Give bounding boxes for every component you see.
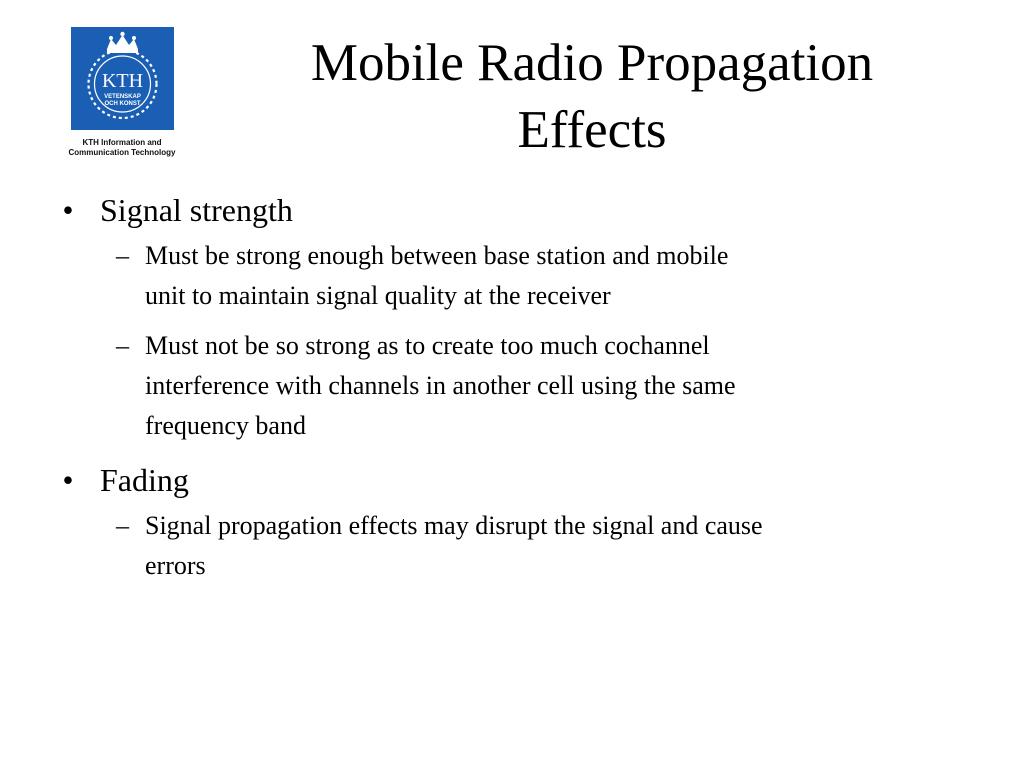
sub-bullet-item [58, 236, 978, 316]
slide-title-line: Mobile Radio Propagation [310, 34, 874, 92]
sub-bullet-line: Must be strong enough between base station and mobile [145, 241, 729, 270]
sub-bullet-line: Must not be so strong as to create too much cochannel [145, 331, 710, 360]
kth-emblem-motto-2: OCH KONST [104, 101, 141, 107]
sub-bullet-line: unit to maintain signal quality at the receiver [145, 281, 611, 310]
slide-title [200, 30, 984, 164]
slide-body [58, 188, 978, 586]
logo-caption-line: Communication Technology [68, 148, 176, 157]
bullet-text: Fading [100, 462, 189, 498]
kth-crest-icon [71, 27, 174, 130]
dash-marker: – [116, 511, 129, 540]
kth-emblem-motto-1: VETENSKAP [104, 94, 141, 100]
bullet-marker: • [62, 192, 74, 228]
slide-title-line: Effects [517, 101, 667, 159]
bullet-item [58, 188, 978, 232]
logo-caption [52, 138, 192, 158]
dash-marker: – [116, 331, 129, 360]
sub-bullet-line: Signal propagation effects may disrupt the signal and cause [145, 511, 763, 540]
sub-bullet-item [58, 326, 978, 446]
dash-marker: – [116, 241, 129, 270]
kth-emblem-text: KTH [101, 70, 144, 92]
bullet-text: Signal strength [100, 192, 293, 228]
logo-caption-line: KTH Information and [82, 138, 162, 147]
sub-bullet-line: interference with channels in another cell using the same [145, 371, 736, 400]
kth-logo [52, 27, 192, 162]
sub-bullet-line: frequency band [145, 411, 306, 440]
sub-bullet-item [58, 506, 978, 586]
sub-bullet-line: errors [145, 551, 206, 580]
bullet-item [58, 458, 978, 502]
bullet-marker: • [62, 462, 74, 498]
